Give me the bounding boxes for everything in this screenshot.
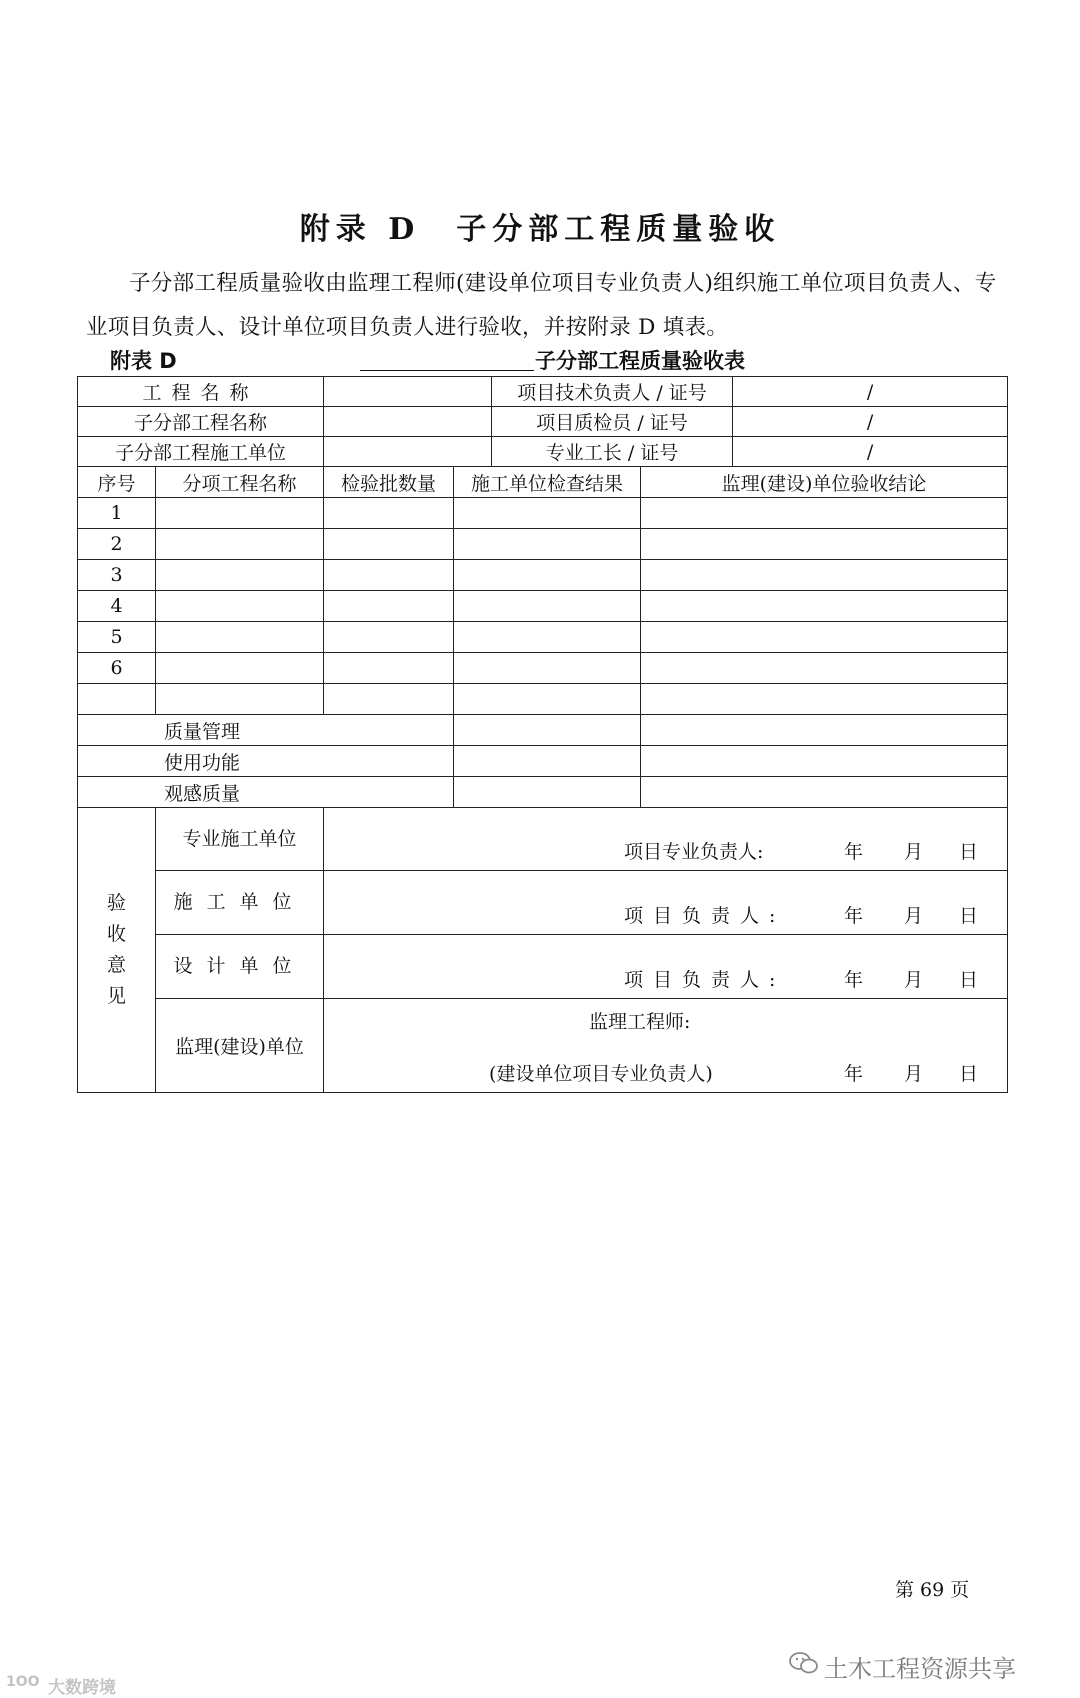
unit-label-specialty: 专业施工单位 bbox=[156, 808, 324, 871]
item-name-cell[interactable] bbox=[156, 498, 324, 529]
day-label: 日 bbox=[959, 969, 979, 991]
conclusion-cell[interactable] bbox=[641, 684, 1008, 715]
col-header-check-result: 施工单位检查结果 bbox=[454, 467, 641, 498]
day-label: 日 bbox=[959, 1063, 979, 1085]
construction-unit-field[interactable] bbox=[324, 437, 492, 467]
batch-count-cell[interactable] bbox=[324, 529, 454, 560]
item-name-cell[interactable] bbox=[156, 622, 324, 653]
conclusion-cell[interactable] bbox=[641, 622, 1008, 653]
year-label: 年 bbox=[844, 841, 864, 863]
acceptance-vertical-label bbox=[78, 808, 156, 1093]
header-row bbox=[78, 377, 1008, 407]
acceptance-form-table bbox=[77, 376, 1008, 1093]
summary-label-appearance: 观感质量 bbox=[78, 777, 454, 808]
conclusion-cell[interactable] bbox=[641, 591, 1008, 622]
check-result-cell[interactable] bbox=[454, 746, 641, 777]
foreman-label: 专业工长 / 证号 bbox=[492, 437, 733, 467]
unit-label-construction: 施工单位 bbox=[156, 871, 324, 935]
subdivision-name-field[interactable] bbox=[324, 407, 492, 437]
watermark-account-name: 土木工程资源共享 bbox=[824, 1655, 1016, 1683]
year-label: 年 bbox=[844, 905, 864, 927]
signature-cell[interactable] bbox=[324, 999, 1008, 1093]
row-number: 2 bbox=[78, 529, 156, 560]
month-label: 月 bbox=[904, 905, 924, 927]
row-number: 6 bbox=[78, 653, 156, 684]
table-caption-title: 子分部工程质量验收表 bbox=[535, 349, 745, 373]
summary-row bbox=[78, 715, 1008, 746]
table-row bbox=[78, 498, 1008, 529]
conclusion-cell[interactable] bbox=[641, 529, 1008, 560]
item-name-cell[interactable] bbox=[156, 684, 324, 715]
header-row bbox=[78, 437, 1008, 467]
batch-count-cell[interactable] bbox=[324, 560, 454, 591]
project-name-blank-line[interactable] bbox=[360, 346, 534, 371]
row-number: 3 bbox=[78, 560, 156, 591]
acceptance-row bbox=[78, 871, 1008, 935]
batch-count-cell[interactable] bbox=[324, 622, 454, 653]
check-result-cell[interactable] bbox=[454, 777, 641, 808]
quality-inspector-label: 项目质检员 / 证号 bbox=[492, 407, 733, 437]
batch-count-cell[interactable] bbox=[324, 684, 454, 715]
col-header-seq: 序号 bbox=[78, 467, 156, 498]
year-label: 年 bbox=[844, 969, 864, 991]
conclusion-cell[interactable] bbox=[641, 746, 1008, 777]
conclusion-cell[interactable] bbox=[641, 653, 1008, 684]
batch-count-cell[interactable] bbox=[324, 498, 454, 529]
header-row bbox=[78, 407, 1008, 437]
check-result-cell[interactable] bbox=[454, 529, 641, 560]
month-label: 月 bbox=[904, 841, 924, 863]
construction-unit-label: 子分部工程施工单位 bbox=[78, 437, 324, 467]
signature-cell[interactable] bbox=[324, 935, 1008, 999]
check-result-cell[interactable] bbox=[454, 622, 641, 653]
column-header-row bbox=[78, 467, 1008, 498]
col-header-item-name: 分项工程名称 bbox=[156, 467, 324, 498]
col-header-batch-count: 检验批数量 bbox=[324, 467, 454, 498]
acceptance-row bbox=[78, 999, 1008, 1093]
signature-cell[interactable] bbox=[324, 871, 1008, 935]
row-number: 5 bbox=[78, 622, 156, 653]
quality-inspector-field[interactable]: / bbox=[733, 407, 1008, 437]
signer-label: 项目负责人: bbox=[624, 969, 786, 991]
table-row bbox=[78, 653, 1008, 684]
acceptance-row bbox=[78, 808, 1008, 871]
conclusion-cell[interactable] bbox=[641, 777, 1008, 808]
conclusion-cell[interactable] bbox=[641, 560, 1008, 591]
summary-row bbox=[78, 777, 1008, 808]
signature-cell[interactable] bbox=[324, 808, 1008, 871]
conclusion-cell[interactable] bbox=[641, 498, 1008, 529]
signer-label: 监理工程师: bbox=[589, 1011, 691, 1033]
watermark-brand: 大数跨境 bbox=[48, 1678, 116, 1698]
item-name-cell[interactable] bbox=[156, 653, 324, 684]
check-result-cell[interactable] bbox=[454, 715, 641, 746]
subdivision-name-label: 子分部工程名称 bbox=[78, 407, 324, 437]
check-result-cell[interactable] bbox=[454, 684, 641, 715]
unit-label-supervision: 监理(建设)单位 bbox=[156, 999, 324, 1093]
tech-lead-label: 项目技术负责人 / 证号 bbox=[492, 377, 733, 407]
project-name-label: 工程名称 bbox=[78, 377, 324, 407]
check-result-cell[interactable] bbox=[454, 498, 641, 529]
vertical-char: 验 bbox=[106, 892, 126, 914]
check-result-cell[interactable] bbox=[454, 591, 641, 622]
vertical-char: 收 bbox=[106, 923, 126, 945]
row-number: 1 bbox=[78, 498, 156, 529]
year-label: 年 bbox=[844, 1063, 864, 1085]
summary-label-quality-management: 质量管理 bbox=[78, 715, 454, 746]
day-label: 日 bbox=[959, 905, 979, 927]
signer-label: 项目负责人: bbox=[624, 905, 786, 927]
check-result-cell[interactable] bbox=[454, 560, 641, 591]
acceptance-row bbox=[78, 935, 1008, 999]
item-name-cell[interactable] bbox=[156, 529, 324, 560]
vertical-char: 意 bbox=[106, 954, 126, 976]
day-label: 日 bbox=[959, 841, 979, 863]
signer-label: 项目专业负责人: bbox=[624, 841, 764, 863]
conclusion-cell[interactable] bbox=[641, 715, 1008, 746]
signer-sublabel: (建设单位项目专业负责人) bbox=[489, 1063, 713, 1085]
table-row bbox=[78, 622, 1008, 653]
vertical-char: 见 bbox=[106, 985, 126, 1007]
check-result-cell[interactable] bbox=[454, 653, 641, 684]
summary-row bbox=[78, 746, 1008, 777]
wechat-icon bbox=[788, 1650, 820, 1676]
intro-paragraph: 子分部工程质量验收由监理工程师(建设单位项目专业负责人)组织施工单位项目负责人、专业项目负责人、设计单位项目负责人进行验收，并按附录 D 填表。 bbox=[86, 271, 997, 340]
row-number bbox=[78, 684, 156, 715]
foreman-field[interactable]: / bbox=[733, 437, 1008, 467]
month-label: 月 bbox=[904, 969, 924, 991]
table-row bbox=[78, 529, 1008, 560]
batch-count-cell[interactable] bbox=[324, 591, 454, 622]
col-header-conclusion: 监理(建设)单位验收结论 bbox=[641, 467, 1008, 498]
page-title: 附录 D 子分部工程质量验收 bbox=[299, 212, 781, 247]
page-number: 第 69 页 bbox=[895, 1579, 970, 1601]
table-caption-label: 附表 D bbox=[110, 349, 177, 373]
row-number: 4 bbox=[78, 591, 156, 622]
summary-label-function: 使用功能 bbox=[78, 746, 454, 777]
batch-count-cell[interactable] bbox=[324, 653, 454, 684]
watermark-logo: 1OO bbox=[6, 1674, 40, 1690]
table-row bbox=[78, 591, 1008, 622]
month-label: 月 bbox=[904, 1063, 924, 1085]
item-name-cell[interactable] bbox=[156, 560, 324, 591]
tech-lead-field[interactable]: / bbox=[733, 377, 1008, 407]
table-row bbox=[78, 560, 1008, 591]
item-name-cell[interactable] bbox=[156, 591, 324, 622]
project-name-field[interactable] bbox=[324, 377, 492, 407]
table-row bbox=[78, 684, 1008, 715]
unit-label-design: 设计单位 bbox=[156, 935, 324, 999]
